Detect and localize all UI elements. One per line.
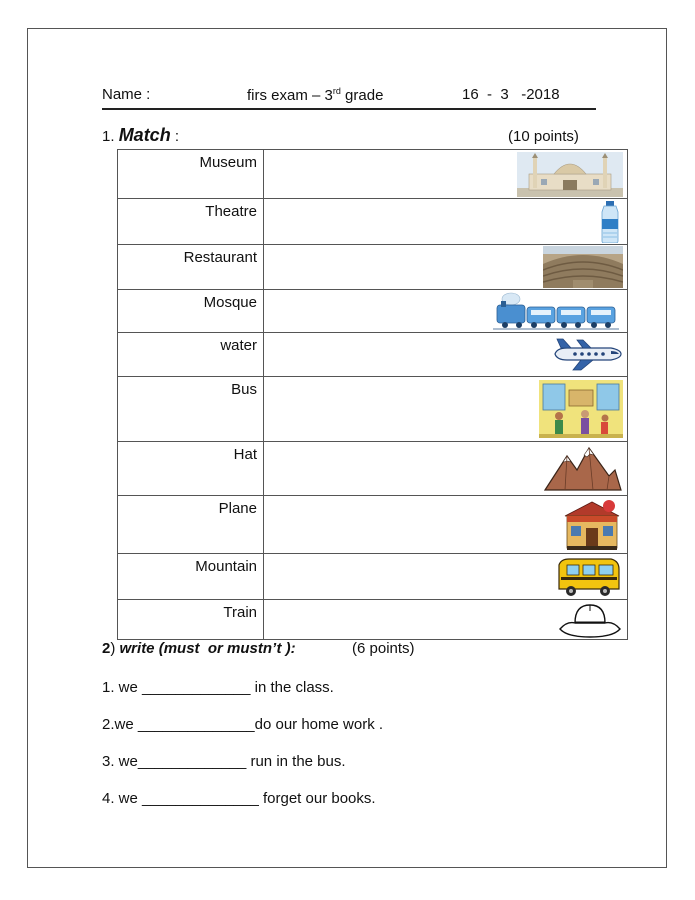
- section2-paren: ): [110, 640, 120, 657]
- section1-colon: :: [170, 128, 180, 145]
- match-word: Theatre: [118, 199, 264, 245]
- bus-picture: [553, 555, 623, 599]
- section1-number: 1.: [102, 128, 115, 145]
- exam-date: 16 - 3 -2018: [462, 86, 560, 103]
- museum-picture: [539, 380, 623, 438]
- train-picture: [493, 291, 623, 331]
- sentence-2: 2.we ______________do our home work .: [102, 716, 384, 733]
- match-row: [118, 333, 628, 377]
- water-bottle-picture: [597, 201, 623, 243]
- match-row: [118, 442, 628, 496]
- match-picture-cell: [264, 199, 628, 245]
- exam-header: [102, 84, 596, 110]
- sentence-4: 4. we ______________ forget our books.: [102, 790, 376, 807]
- section2-heading: [102, 640, 296, 657]
- match-picture-cell: [264, 290, 628, 333]
- ordinal-suffix: rd: [332, 86, 341, 96]
- plane-picture: [551, 336, 623, 372]
- exam-title-text: firs exam – 3: [247, 87, 333, 104]
- match-table: [117, 149, 628, 640]
- match-picture-cell: [264, 496, 628, 554]
- match-row: [118, 496, 628, 554]
- match-row: [118, 554, 628, 600]
- exam-title: [247, 86, 383, 104]
- hat-picture: [557, 601, 623, 639]
- match-picture-cell: [264, 245, 628, 290]
- match-row: [118, 245, 628, 290]
- name-label: Name :: [102, 86, 151, 103]
- section1-points: (10 points): [508, 128, 579, 145]
- section2-title: write (must or mustn’t ):: [119, 640, 296, 657]
- exam-title-grade: grade: [340, 87, 384, 104]
- match-word: Mosque: [118, 290, 264, 333]
- match-word: Bus: [118, 377, 264, 442]
- section2-number: 2: [102, 640, 111, 657]
- match-row: [118, 150, 628, 199]
- match-word: Train: [118, 600, 264, 640]
- restaurant-picture: [561, 498, 623, 552]
- sentence-1: 1. we _____________ in the class.: [102, 679, 334, 696]
- sentence-3: 3. we_____________ run in the bus.: [102, 753, 346, 770]
- match-picture-cell: [264, 442, 628, 496]
- match-row: [118, 290, 628, 333]
- match-picture-cell: [264, 150, 628, 199]
- match-picture-cell: [264, 333, 628, 377]
- match-picture-cell: [264, 600, 628, 640]
- theatre-ruins-picture: [543, 246, 623, 288]
- match-row: [118, 199, 628, 245]
- section2-points: (6 points): [352, 640, 415, 657]
- match-row: [118, 600, 628, 640]
- match-word: Plane: [118, 496, 264, 554]
- match-word: Museum: [118, 150, 264, 199]
- match-word: Mountain: [118, 554, 264, 600]
- match-word: Hat: [118, 442, 264, 496]
- match-picture-cell: [264, 377, 628, 442]
- mosque-picture: [517, 152, 623, 197]
- mountain-picture: [543, 446, 623, 492]
- section1-title: Match: [118, 125, 171, 145]
- match-word: water: [118, 333, 264, 377]
- match-picture-cell: [264, 554, 628, 600]
- match-row: [118, 377, 628, 442]
- section1-heading: [102, 125, 179, 146]
- match-word: Restaurant: [118, 245, 264, 290]
